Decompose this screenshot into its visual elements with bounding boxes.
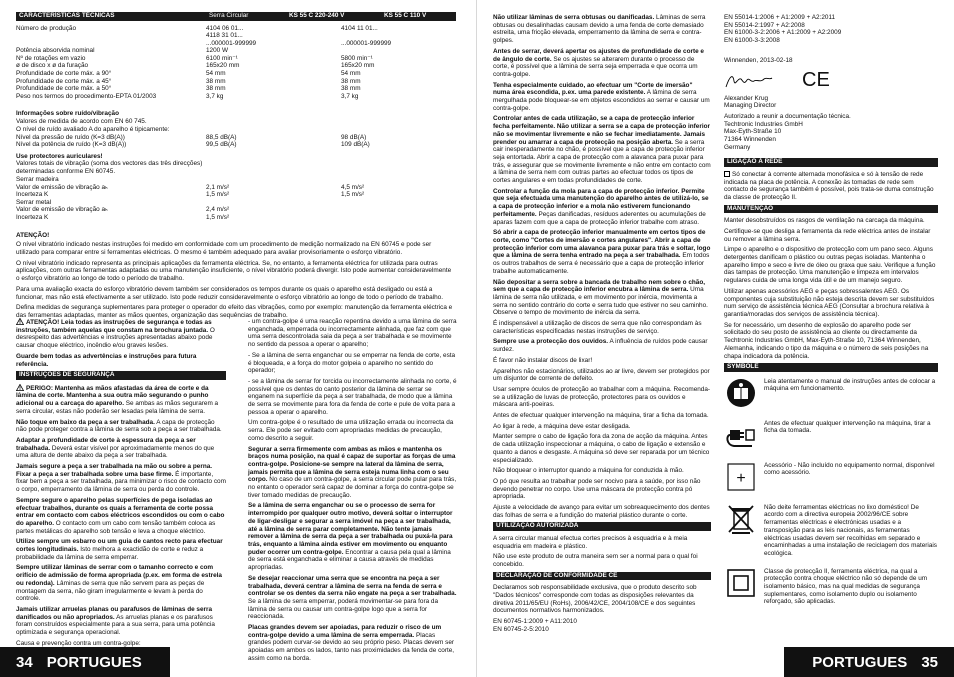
row-v1: 38 mm xyxy=(206,85,226,93)
data-row xyxy=(16,214,456,222)
maint-p5: Se for necessário, um desenho de explosão do aparelho pode ser solicitado do seu posto de assistência ao cliente ou directamente da Techtronic Industries GmbH, Max-Eyth-Straße 10, 71364 Winnenden, Alemanha, indicando o tipo da máquina e o número de seis posições na chapa indicadora da potência. xyxy=(724,321,929,360)
tech-data-title: CARACTERÍSTICAS TÉCNICAS xyxy=(19,12,115,19)
symbol-row xyxy=(724,460,938,494)
row-v1: 3,7 kg xyxy=(206,92,224,100)
r-p4-text: Se a serra cair inesperadamente no chão, é possível que a capa de protecção inferior seja entortada. Abrir a capa de protecção com a alavanca para puxar para trás, e assegurar que se movimente livremente e não entre em contacto com a lâmina de serra nem com outras partes ao efectuar todos os tipos de cortes angulares e em todas profundidades de corte. xyxy=(493,138,711,185)
text-line: EN 55014-2:1997 + A2:2008 xyxy=(724,21,805,29)
row-label: Nível da potência de ruído (K=3 dB(A)) xyxy=(16,141,127,149)
text-line: EN 61000-3-2:2006 + A1:2009 + A2:2009 xyxy=(724,29,842,37)
ce-p1: Declaramos sob responsabilidade exclusiva, que o produto descrito sob "Dados técnicos" corresponde com todas as disposições relevantes da diretiva 2011/65/EU (RoHs), 2006/42/CE, 2004/108/CE e dos seguintes documentos normativos harmonizados. xyxy=(493,584,697,615)
r-p6-bold: Só abrir a capa de protecção inferior manualmente em certos tipos de corte, como "Cortes de imersão e cortes angulares". Abrir a capa de protecção inferior com uma alavanca para puxar para trás e soltar, logo que a lâmina de serra tenha entrado na peça a ser trabalhada. xyxy=(493,229,711,260)
symbol-text: Leia atentamente o manual de instruções antes de colocar a máquina em funcionamento. xyxy=(764,377,936,393)
row-v2: 1,5 m/s² xyxy=(341,191,365,199)
kickback-p7-text: Se a lâmina de serra emperrar, poderá movimentar-se para fora da lâmina de serra ou causar um contra-golpe logo que a serra for reaccionada. xyxy=(248,597,439,621)
safety-p8-bold: Jamais utilizar arruelas planas ou parafusos de lâminas de serra danificados ou não apropriados. xyxy=(16,606,213,621)
symbol-text: Acessório - Não incluído no equipamento normal, disponível como acessório. xyxy=(764,461,935,477)
symbol-text: Não deite ferramentas eléctricas no lixo doméstico! De acordo com a directiva europeia 2002/96/CE sobre ferramentas eléctricas e electrónicas usadas e a transposição para as leis nacionais, as ferramentas eléctricas usadas devem ser recolhidas em separado e encaminhadas a uma instalação de reciclagem dos materiais ecológica. xyxy=(764,503,937,557)
r-p4 xyxy=(493,115,711,184)
safety-header: INSTRUÇÕES DE SEGURANÇA xyxy=(16,371,226,380)
row-label: Profundidade de corte máx. a 90° xyxy=(16,70,112,78)
signature-row xyxy=(724,67,938,95)
data-row xyxy=(16,70,456,78)
safety-p1-bold: PERIGO: Mantenha as mãos afastadas da área de corte e da lâmina de corte. Mantenha a sua outra mão segurando o punho adicional ou a carcaça do aparelho. xyxy=(16,384,209,408)
row-label: Valor de emissão de vibração aₕ xyxy=(16,206,108,214)
r-p18: Ajuste a velocidade de avanço para evitar um sobreaquecimento dos dentes das folhas de serra e a fundição do material plástico durante o corte. xyxy=(493,504,710,519)
row-label: Potência absorvida nominal xyxy=(16,47,95,55)
row-v2: 5800 min⁻¹ xyxy=(341,54,373,62)
warning-rest: O desrespeito das advertências e instruções apresentadas abaixo pode causar choque eléctrico, incêndio e/ou graves lesões. xyxy=(16,326,215,350)
tech-data-section xyxy=(16,12,456,323)
safety-p7 xyxy=(16,564,226,603)
usage-header: UTILIZAÇÃO AUTORIZADA xyxy=(493,522,711,531)
auth-text: Autorizado a reunir a documentação técnica. xyxy=(724,112,851,120)
vib-p1: Valores totais de vibração (soma dos vectores das três direcções) xyxy=(16,160,203,168)
vib-wood: Serrar madeira xyxy=(16,175,59,183)
row-v2: 54 mm xyxy=(341,70,361,78)
kickback-p4: Um contra-golpe é o resultado de uma utilização errada ou incorrecta da serra. Ele pode ser evitado com apropriadas medidas de precaução, como descrito a seguir. xyxy=(248,419,454,442)
r-p6-text: Em todos os outros trabalhos de serra é necessário que a capa de protecção inferior trabalhe automaticamente. xyxy=(493,252,710,275)
r-p16: Não bloquear o interruptor quando a máquina for conduzida à mão. xyxy=(493,467,684,475)
safety-p1-text: Se ambas as mãos segurarem a serra circular, estas não poderão ser lesadas pela lâmina de serra. xyxy=(16,400,219,415)
r-p9 xyxy=(493,338,711,353)
row-v2: 38 mm xyxy=(341,77,361,85)
signer-name: Alexander Krug xyxy=(724,94,769,102)
row-label: Peso nos termos do procedimento-EPTA 01/2003 xyxy=(16,92,157,100)
r-p3 xyxy=(493,82,711,113)
accessory-icon xyxy=(724,460,758,494)
kickback-p7 xyxy=(248,575,458,621)
r-p7 xyxy=(493,279,711,318)
text-line: EN 60745-1:2009 + A11:2010 xyxy=(493,618,577,626)
maint-p2: Certifique-se que desliga a ferramenta da rede eléctrica antes de instalar ou remover a lâmina serra. xyxy=(724,227,931,243)
text-line: EN 61000-3-3:2008 xyxy=(724,37,780,45)
row-v1: 88,5 dB(A) xyxy=(206,133,237,141)
right-col-left xyxy=(493,14,711,634)
r-p5-text: Peças danificadas, resíduos aderentes ou acumulações de aparas fazem com que a capa de protecção inferior trabalhe com atraso. xyxy=(493,210,706,226)
r-p1 xyxy=(493,14,711,45)
ear-protection-note: Use protectores auriculares! xyxy=(16,152,103,160)
noise-p2: O nível de ruído avaliado A do aparelho é tipicamente: xyxy=(16,125,170,133)
data-row xyxy=(16,191,456,199)
vibration-section xyxy=(16,153,456,184)
row-label: Número de produção xyxy=(16,24,77,32)
row-v2: 38 mm xyxy=(341,85,361,93)
text-line: 71364 Winnenden xyxy=(724,136,776,144)
maintenance-header: MANUTENÇÃO xyxy=(724,205,938,214)
safety-column-right xyxy=(248,318,458,666)
safety-p3 xyxy=(16,437,226,460)
language-label-left: PORTUGUES xyxy=(46,653,142,671)
kickback-p6-text: Encontrar a causa pela qual a lâmina de serra está enganchada e eliminar a causa através de medidas apropriadas. xyxy=(248,548,451,572)
row-v1: 4104 06 01... xyxy=(206,24,244,32)
kickback-p6-bold: Se a lâmina de serra enganchar ou se o processo de serra for interrompido por qualquer outro motivo, deverá soltar o interruptor de ligar-desligar e segurar a serra imóvel na peça a ser trabalhada, até a lâmina de serra parar completamente. Não tente jamais remover a lâmina de serra da peça a ser trabalhada ou puxá-la para trás, enquanto a lâmina ainda estiver em movimento ou enquanto puder ocorrer um contra-golpe. xyxy=(248,502,453,556)
row-label: Incerteza K xyxy=(16,214,49,222)
row-label: Valor de emissão de vibração aₕ xyxy=(16,183,108,191)
data-row xyxy=(16,32,456,40)
kickback-p8-bold: Placas grandes devem ser apoiadas, para reduzir o risco de um contra-golpe devido a uma lâmina de serra emperrada. xyxy=(248,624,442,639)
symbol-row xyxy=(724,418,938,452)
spec-table xyxy=(16,25,456,101)
vib-table-metal xyxy=(16,206,456,221)
row-v1: ...000001-999999 xyxy=(206,39,257,47)
data-row xyxy=(16,25,456,33)
row-label: Profundidade de corte máx. a 45° xyxy=(16,77,112,85)
safety-p7-text: Lâminas de serra que não servem para as peças de montagem da serra, não giram irregularmente e levam à perda do controle. xyxy=(16,579,205,603)
r-p1-bold: Não utilizar lâminas de serra obtusas ou danificadas. xyxy=(493,14,655,21)
tech-data-subtitle: Serra Circular xyxy=(209,12,249,19)
safety-column-left xyxy=(16,318,226,651)
mains-header: LIGAÇÃO À REDE xyxy=(724,158,938,167)
attention-title: ATENÇÃO! xyxy=(16,231,50,239)
unplug-icon xyxy=(724,418,758,452)
data-row xyxy=(16,85,456,93)
maint-p4: Utilizar apenas acessórios AEG e peças sobressalentes AEG. Os componentes cuja substituição não esteja descrita devem ser substituídos num serviço de assistência técnica AEG (Consultar a brochura relativa à garantia/moradas dos serviços de assistência técnica). xyxy=(724,287,935,318)
right-page xyxy=(477,0,954,677)
r-p8: É indispensável a utilização de discos de serra que não correspondam às características especificadas nestas instruções de serviço. xyxy=(493,320,702,335)
r-p2-text: Se os ajustes se alterarem durante o processo de corte, é possível que a lâmina de serra seja emperrada e que ocorra um contra-golpe. xyxy=(493,55,698,78)
r-p5-bold: Controlar a função da mola para a capa de protecção inferior. Permite que seja efectuada uma manutenção do aparelho antes de utilizá-lo, se a capa de protecção inferior e a mola não estiverem funcionando perfeitamente. xyxy=(493,187,709,218)
safety-p8 xyxy=(16,606,226,637)
row-v2: 98 dB(A) xyxy=(341,133,367,141)
row-v1: 99,5 dB(A) xyxy=(206,141,237,149)
right-footer xyxy=(784,647,954,677)
r-p15: Manter sempre o cabo de ligação fora da zona de acção da máquina. Antes de cada utilização inspeccionar a máquina, o cabo de ligação e extensão e quanto a danos e desgaste. A máquina só deve ser reparada por um técnico especializado. xyxy=(493,433,710,464)
r-p6 xyxy=(493,229,711,275)
text-line: Techtronic Industries GmbH xyxy=(724,120,803,128)
noise-title: Informações sobre ruído/vibração xyxy=(16,110,119,118)
tech-data-col2: KS 55 C 110 V xyxy=(384,12,427,19)
safety-p8-text: As arruelas planas e os parafusos foram construídos especialmente para a sua serra, para uma potência optimizada e segurança operacional. xyxy=(16,613,215,637)
kickback-p2: - Se a lâmina de serra enganchar ou se emperrar na fenda de corte, esta é bloqueada, e a força do motor golpeia o aparelho no sentido do operador; xyxy=(248,351,456,375)
mains-p xyxy=(724,171,938,202)
r-p9-bold: Sempre use a protecção dos ouvidos. xyxy=(493,338,609,346)
data-row xyxy=(16,141,456,149)
attention-section xyxy=(16,232,456,320)
attention-p2: O nível vibratório indicado representa as principais aplicações da ferramenta eléctrica. Se, no entanto, a ferramenta eléctrica for utilizada para outras aplicações, com outras ferramentas adaptadas ou uma manutenção insuficiente, o nível vibratório poderá divergir. Isto pode aumentar consideravelmente o esforço vibratório ao longo de todo o período de trabalho. xyxy=(16,259,452,283)
maint-p1: Manter desobstruídos os rasgos de ventilação na carcaça da máquina. xyxy=(724,217,925,225)
data-row xyxy=(16,47,456,55)
text-line: EN 55014-1:2006 + A1:2009 + A2:2011 xyxy=(724,14,836,21)
kickback-p5-bold: Segurar a serra firmemente com ambas as mãos e mantenha os braços numa posição, na qual é capaz de suportar as forças de uma contra-golpe. Posicione-se sempre na lateral da lâmina de serra, jamais permita que a lâmina de serra esteja numa linha com o seu corpo. xyxy=(248,445,456,484)
row-v1: 54 mm xyxy=(206,70,226,78)
safety-p3-text: Deverá estar visível por aproximadamente menos do que uma altura de dente abaixo da peça a ser trabalhada. xyxy=(16,444,215,460)
r-p2-bold: Antes de serrar, deverá apertar os ajustes de profundidade de corte e de ângulo de corte. xyxy=(493,47,704,63)
data-row xyxy=(16,184,456,192)
row-v2: 4,5 m/s² xyxy=(341,183,365,191)
row-label: Profundidade de corte máx. a 50° xyxy=(16,85,112,93)
r-p3-text: A lâmina de serra mergulhada pode bloquear-se em objetos escondidos ao serrar e causar um contra-golpe. xyxy=(493,89,710,112)
r-p3-bold: Tenha especialmente cuidado, ao efectuar um "Corte de imersão" numa área escondida, p.ex. uma parede existente. xyxy=(493,81,693,97)
attention-p4: Defina medidas de segurança suplementares para proteger o operador do efeito das vibrações, como por exemplo: manutenção da ferramenta eléctrica e das ferramentas adaptadas, manter as mãos quentes, organização das sequências de trabalho. xyxy=(16,304,453,319)
attention-p1: O nível vibratório indicado nestas instruções foi medido em conformidade com um procedimento de medição normalizado na EN 60745 e pode ser utilizado para comparar entre si ferramentas eléctricas. O mesmo é também adequado para avaliar provisoriamente o esforço vibratório. xyxy=(16,241,432,257)
ce-norms-list-2 xyxy=(724,14,938,45)
tech-data-col1: KS 55 C 220-240 V xyxy=(289,12,345,19)
symbol-row xyxy=(724,566,938,607)
read-manual-icon xyxy=(724,376,758,410)
safety-p2-bold: Não toque em baixo da peça a ser trabalhada. xyxy=(16,418,155,426)
data-row xyxy=(16,93,456,101)
text-line: Germany xyxy=(724,143,751,151)
row-v1: 2,4 m/s² xyxy=(206,206,230,214)
r-p1-text: Lâminas de serra obtusas ou desalinhadas causam devido a uma fenda de corte demasiado estreita, uma fricção elevada, emperramento da lâmina de serra e contra-golpes. xyxy=(493,14,706,45)
warning-triangle-icon xyxy=(16,318,24,325)
kickback-p5 xyxy=(248,446,458,500)
signature-icon xyxy=(724,71,774,91)
left-footer xyxy=(0,647,170,677)
r-p14: Ao ligar à rede, a máquina deve estar desligada. xyxy=(493,422,631,430)
class-ii-small-icon xyxy=(724,171,730,177)
warning-keep: Guarde bem todas as advertências e instruções para futura referência. xyxy=(16,352,197,368)
row-label: Nível da pressão de ruído (K=3 dB(A)) xyxy=(16,133,125,141)
r-p7-bold: Não depositar a serra sobre a bancada de trabalho nem sobre o chão, sem que a capa de protecção inferior encubra a lâmina de serra. xyxy=(493,278,706,294)
attention-p3: Para uma avaliação exacta do esforço vibratório devem também ser considerados os tempos durante os quais o aparelho está desligado ou está a funcionar, mas não está efectivamente a ser utilizado. Isto pode reduzir consideravelmente o esforço vibratório ao longo de todo o período de trabalho. xyxy=(16,285,444,301)
ce-mark-icon: CE xyxy=(802,68,830,91)
symbol-row xyxy=(724,502,938,558)
kickback-p6 xyxy=(248,502,458,571)
row-v1: 4118 31 01... xyxy=(206,32,243,40)
kickback-p8 xyxy=(248,624,458,663)
r-p11: Aparelhos não estacionários, utilizados ao ar livre, devem ser protegidos por um disjuntor de corrente de defeito. xyxy=(493,367,710,383)
row-v1: 165x20 mm xyxy=(206,62,240,70)
warning-lead: ATENÇÃO! Leia todas as instruções de segurança e todas as instruções, também aquelas que constam na brochura juntada. xyxy=(16,319,212,334)
safety-p1 xyxy=(16,384,226,416)
symbols-header: SYMBOLE xyxy=(724,363,938,372)
row-v1: 2,1 m/s² xyxy=(206,183,230,191)
r-p17: O pó que resulta ao trabalhar pode ser nocivo para a saúde, por isso não devendo penetrar no corpo. Use uma máscara de protecção contra pó apropriada. xyxy=(493,477,701,501)
class-ii-icon xyxy=(724,566,758,600)
signer-role: Managing Director xyxy=(724,102,777,110)
row-v1: 6100 min⁻¹ xyxy=(206,54,238,62)
page-number-left: 34 xyxy=(16,653,33,671)
language-label-right: PORTUGUES xyxy=(812,653,908,671)
text-line: Max-Eyth-Straße 10 xyxy=(724,128,782,136)
row-v1: 1,5 m/s² xyxy=(206,214,230,222)
danger-triangle-icon xyxy=(16,384,24,391)
kickback-p7-bold: Se desejar reaccionar uma serra que se encontra na peça a ser trabalhada, deverá centrar a lâmina de serra na fenda de serra e controlar se os dentes da serra não engate na peça a ser trabalhada. xyxy=(248,574,457,598)
symbol-text: Classe de protecção II, ferramenta eléctrica, na qual a protecção contra choque eléctrico não só depende de um isolamento básico, mas na qual medidas de segurança suplementares, como isolamento duplo ou isolamento reforçado, são aplicadas. xyxy=(764,567,928,606)
safety-p2-text: A capa de protecção não pode proteger contra a lâmina de serra sob a peça a ser trabalhada. xyxy=(16,418,222,434)
r-p2 xyxy=(493,48,711,79)
safety-p6-bold: Utilize sempre um esbarro ou um guia de cantos recto para efectuar cortes longitudinais. xyxy=(16,538,223,554)
vib-table-wood xyxy=(16,184,456,199)
safety-p6 xyxy=(16,538,226,561)
r-p13: Antes de efectuar qualquer intervenção na máquina, tirar a ficha da tomada. xyxy=(493,412,709,420)
row-v2: 165x20 mm xyxy=(341,62,375,70)
kickback-p5-text: No caso de um contra-golpe, a serra circular pode pular para trás, no entanto o operador será capaz de dominar a força do contra-golpe se tiver tomado medidas de precaução. xyxy=(248,476,457,499)
row-label: Nº de rotações em vazio xyxy=(16,54,86,62)
safety-p4-text: É importante, fixar bem a peça a ser trabalhada, para minimizar o risco de contacto com o corpo, emperramento da lâmina de serra ou perda do controle. xyxy=(16,470,226,494)
r-p4-bold: Controlar antes de cada utilização, se a capa de protecção inferior fecha perfeitamente. Não utilizar a serra se a capa de protecção inferior não se movimentar livremente e não se fechar imediatamente. Jamais prender ou amarrar a capa de protecção na posição aberta. xyxy=(493,115,711,146)
row-v2: 109 dB(A) xyxy=(341,141,370,149)
vib-p2: determinadas conforme EN 60745. xyxy=(16,168,116,176)
text-line: EN 60745-2-5:2010 xyxy=(493,625,549,633)
symbol-row xyxy=(724,376,938,410)
data-row xyxy=(16,55,456,63)
row-v1: 38 mm xyxy=(206,77,226,85)
mains-text: Só conectar à corrente alternada monofásica e só à tensão de rede indicada na placa de potência. A conexão às tomadas de rede sem contacto de segurança também é possível, pois trata-se duma construção da classe de protecção II. xyxy=(724,170,934,202)
kickback-p3: - se a lâmina de serrar for torcida ou incorrectamente alinhada no corte, é possível que os dentes do canto posterior da lâmina de serrar se enganem na superfície da peça a ser trabalhada, de modo que a lâmina de serra se movimente para fora da fenda de corte e pule de volta para a pessoa a operar o aparelho. xyxy=(248,377,457,416)
r-p9-text: A influência de ruídos pode causar surdez. xyxy=(493,338,708,354)
r-p12: Usar sempre óculos de protecção ao trabalhar com a máquina. Recomenda-se a utilização de luvas de protecção, protectores para os ouvidos e máscara anti-poeiras. xyxy=(493,385,711,409)
ce-norms-list-1 xyxy=(493,618,711,633)
safety-p7-bold: Sempre utilizar lâminas de serrar com o tamanho correcto e com orifício de admissão de forma apropriada (p.ex. em forma de estrela ou redonda). xyxy=(16,564,222,587)
data-row xyxy=(16,40,456,48)
safety-p5-bold: Sempre segure o aparelho pelas superfícies de pega isoladas ao efectuar trabalhos, durante os quais a ferramenta de corte possa entrar em contacto com cabos eléctricos escondidos ou com o cabo do aparelho. xyxy=(16,496,225,527)
data-row xyxy=(16,62,456,70)
tech-data-header xyxy=(16,12,456,21)
company-address xyxy=(724,121,938,152)
vib-metal: Serrar metal xyxy=(16,198,52,206)
place-date: Winnenden, 2013-02-18 xyxy=(724,56,793,64)
safety-p5 xyxy=(16,497,226,536)
weee-bin-icon xyxy=(724,502,758,536)
safety-p4-bold: Jamais segure a peça a ser trabalhada na mão ou sobre a perna. Fixar a peça a ser trabalhada sobre uma base firme. xyxy=(16,463,213,478)
usage-p2: Não use este produto de outra maneira sem ser a normal para o qual foi concebido. xyxy=(493,553,698,569)
right-col-right xyxy=(724,14,938,614)
safety-p9: Causa e prevenção contra um contra-golpe: xyxy=(16,639,141,647)
safety-p4 xyxy=(16,463,226,494)
usage-p1: A serra circular manual efectua cortes precisos à esquadria e à meia esquadria em madeira e plástico. xyxy=(493,534,688,550)
svg-text:+: + xyxy=(736,469,746,487)
kickback-p1: - um contra-golpe é uma reacção repentina devido a uma lâmina de serra enganchada, emperrada ou incorrectamente alinhada, que faz com que uma serra descontrolada saia da peça a ser trabalhada e se movimente no sentido da pessoa a operar o aparelho; xyxy=(248,318,457,349)
noise-table xyxy=(16,134,456,149)
r-p5 xyxy=(493,188,711,227)
noise-p1: Valores de medida de acordo com EN 60 745. xyxy=(16,118,147,126)
row-v2: 4104 11 01... xyxy=(341,24,378,32)
safety-p5-text: O contacto com um cabo com tensão também coloca as partes metálicas do aparelho sob tensão e leva a choque eléctrico. xyxy=(16,519,216,535)
page-number-right: 35 xyxy=(921,653,938,671)
r-p10: É favor não instalar discos de lixar! xyxy=(493,356,593,364)
safety-p2 xyxy=(16,419,226,434)
row-v1: 1200 W xyxy=(206,47,229,55)
row-label: ø de disco x ø da furação xyxy=(16,62,89,70)
warning-paragraph xyxy=(16,318,226,350)
safety-p3-bold: Adaptar a profundidade de corte à espessura da peça a ser trabalhada. xyxy=(16,436,196,452)
noise-section xyxy=(16,110,456,133)
row-v2: ...000001-999999 xyxy=(341,39,392,47)
symbol-text: Antes de efectuar qualquer intervenção na máquina, tirar a ficha da tomada. xyxy=(764,419,931,435)
row-label: Incerteza K xyxy=(16,191,49,199)
kickback-p8-text: Placas grandes podem curvar-se devido ao seu próprio peso. Placas devem ser apoiadas em ambos os lados, tanto nas proximidades da fenda de corte, assim como na borda. xyxy=(248,631,455,662)
data-row xyxy=(16,78,456,86)
safety-p6-text: Isto melhora a exactidão de corte e reduz a probabilidade da lâmina de serra emperrar. xyxy=(16,546,204,561)
maint-p3: Limpe o aparelho e o dispositivo de protecção com um pano seco. Alguns detergentes danificam o plástico ou outras peças isoladas. Mantenha o aparelho limpo e seco e livre de óleo ou graxa que saiu. Verifique a função das tampas de protecção. Uma manutenção e limpeza em intervalos regulares cuida de uma longa vida útil e de um manejo seguro. xyxy=(724,246,936,285)
row-v1: 1,5 m/s² xyxy=(206,191,230,199)
row-v2: 3,7 kg xyxy=(341,92,359,100)
data-row xyxy=(16,206,456,214)
data-row xyxy=(16,134,456,142)
ce-header: DECLARAÇÃO DE CONFORMIDADE CE xyxy=(493,572,711,581)
symbols-list xyxy=(724,376,938,606)
r-p7-text: Uma lâmina de serra não utilizada, e em movimento por inércia, movimenta a serra no sentido contrário do corte e serra tudo que estiver no seu caminho. Observe o tempo de movimento de inércia da serra. xyxy=(493,286,708,317)
